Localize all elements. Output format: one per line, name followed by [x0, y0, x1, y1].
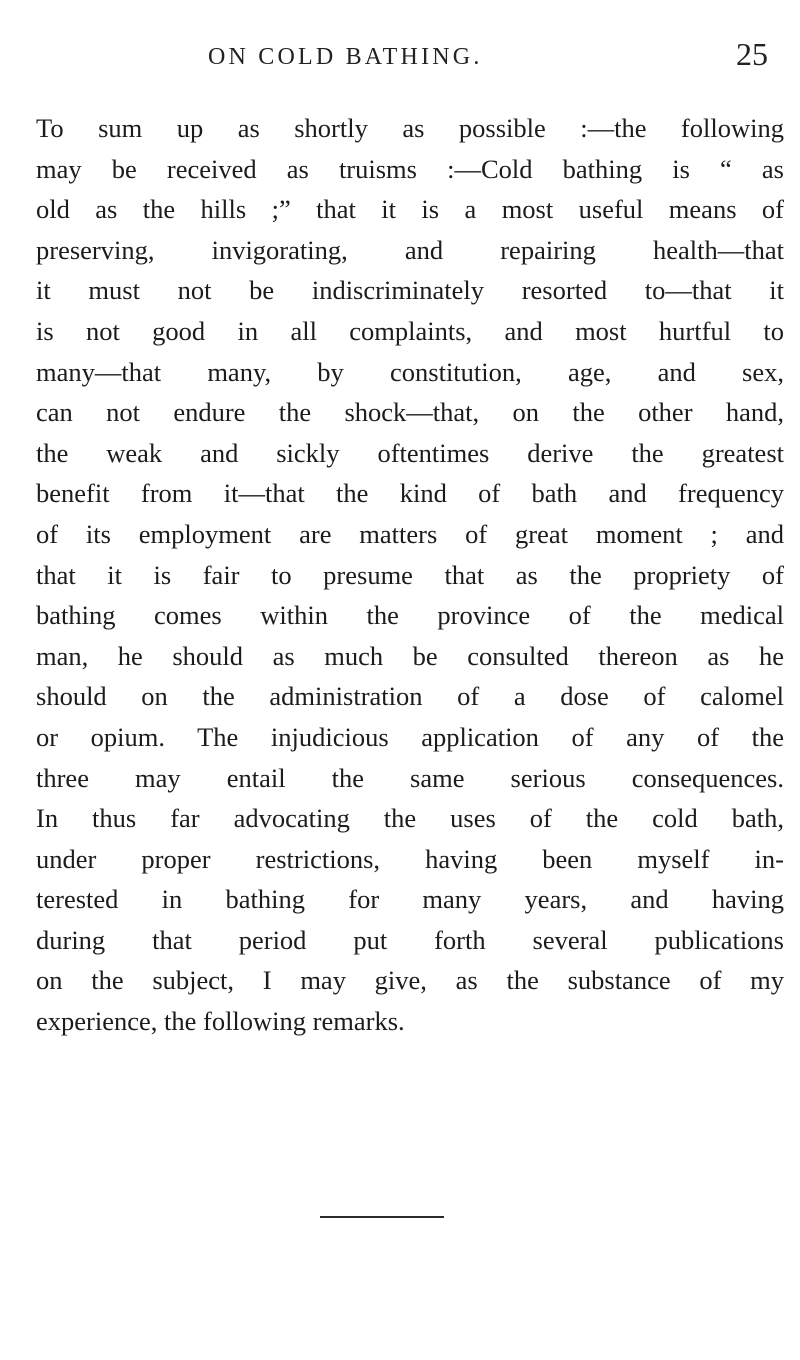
text-line: terested in bathing for many years, and having [36, 884, 784, 915]
text-line: experience, the following remarks. [36, 1006, 405, 1037]
text-line: should on the administration of a dose of calomel [36, 681, 784, 712]
page-number: 25 [736, 36, 768, 72]
text-line: under proper restrictions, having been myself in- [36, 843, 784, 874]
text-line: bathing comes within the province of the medical [36, 600, 784, 631]
text-line: many—that many, by constitution, age, and sex, [36, 356, 784, 387]
text-line: old as the hills ;” that it is a most useful means of [36, 194, 784, 225]
text-line: preserving, invigorating, and repairing health—that [36, 234, 784, 265]
text-line: on the subject, I may give, as the substance of my [36, 965, 784, 996]
text-line: In thus far advocating the uses of the cold bath, [36, 803, 784, 834]
running-head: ON COLD BATHING. [208, 44, 483, 70]
text-line: can not endure the shock—that, on the other hand, [36, 397, 784, 428]
text-line: or opium. The injudicious application of any of the [36, 721, 784, 752]
section-divider [320, 1216, 444, 1218]
text-line: is not good in all complaints, and most hurtful to [36, 315, 784, 346]
text-line: it must not be indiscriminately resorted to—that it [36, 275, 784, 306]
text-line: man, he should as much be consulted thereon as he [36, 640, 784, 671]
text-line: may be received as truisms :—Cold bathing is “ as [36, 153, 784, 184]
text-line: during that period put forth several publications [36, 924, 784, 955]
text-line: To sum up as shortly as possible :—the following [36, 113, 784, 143]
body-paragraph [36, 108, 784, 1042]
text-line: of its employment are matters of great moment ; and [36, 518, 784, 549]
text-line: that it is fair to presume that as the propriety of [36, 559, 784, 590]
text-line: the weak and sickly oftentimes derive the greatest [36, 437, 784, 468]
text-line: benefit from it—that the kind of bath and frequency [36, 478, 784, 509]
text-line: three may entail the same serious consequences. [36, 762, 784, 793]
